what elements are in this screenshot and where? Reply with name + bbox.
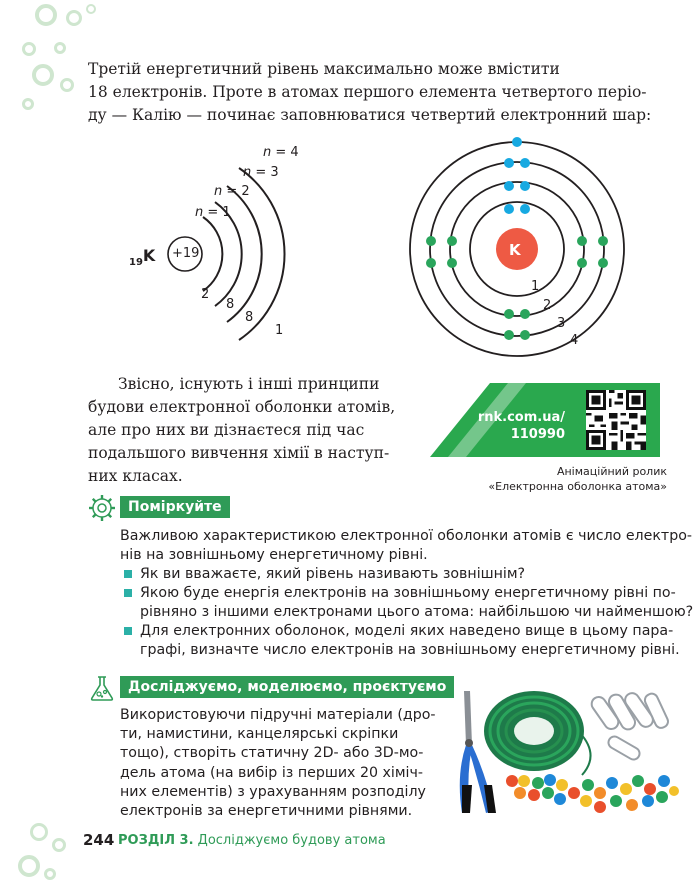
electron bbox=[426, 258, 436, 268]
electron bbox=[504, 158, 514, 168]
electron bbox=[447, 258, 457, 268]
ring-label-3: 3 bbox=[557, 316, 566, 331]
text-line: Третій енергетичний рівень максимально може вмістити bbox=[88, 60, 560, 78]
electron bbox=[577, 258, 587, 268]
flask-icon bbox=[88, 674, 116, 702]
shell-diagram bbox=[110, 140, 350, 350]
materials-illustration bbox=[450, 685, 685, 820]
orbit-nucleus-symbol: K bbox=[509, 241, 521, 259]
question-item bbox=[140, 565, 525, 584]
text-line: але про них ви дізнаєтеся під час bbox=[88, 421, 365, 439]
decor-circle bbox=[35, 4, 57, 26]
electron bbox=[504, 181, 514, 191]
text-line: Звісно, існують і інші принципи bbox=[118, 375, 380, 393]
question-item bbox=[140, 584, 693, 622]
level-label-1: n = 1 bbox=[195, 205, 231, 220]
electron-count-2: 8 bbox=[226, 297, 235, 312]
text-line: Важливою характеристикою електронної оболонки атомів є число електро- bbox=[120, 528, 692, 544]
research-section-title: Досліджуємо, моделюємо, проєктуємо bbox=[120, 676, 454, 698]
think-intro bbox=[120, 527, 692, 565]
text-line: рівняно з іншими електронами цього атома: найбільшою чи найменшою? bbox=[140, 604, 694, 620]
decor-circle bbox=[30, 823, 48, 841]
caption-line: «Електронна оболонка атома» bbox=[488, 480, 667, 493]
text-line: Як ви вважаєте, який рівень називають зовнішнім? bbox=[140, 566, 526, 582]
electron-count-3: 8 bbox=[245, 310, 254, 325]
paper-clips-image bbox=[589, 690, 670, 761]
text-line: тощо), створіть статичну 2D- або 3D-мо- bbox=[120, 745, 424, 762]
text-line: будови електронної оболонки атомів, bbox=[88, 398, 396, 416]
level-label-4: n = 4 bbox=[263, 145, 299, 160]
nucleus-charge: +19 bbox=[172, 246, 200, 261]
gear-icon bbox=[88, 494, 116, 522]
electron bbox=[426, 236, 436, 246]
electron bbox=[520, 330, 530, 340]
decor-circle bbox=[52, 838, 66, 852]
electron bbox=[577, 236, 587, 246]
footer-section-label: РОЗДІЛ 3. bbox=[118, 833, 194, 848]
question-item bbox=[140, 622, 680, 660]
decor-circle bbox=[66, 10, 82, 26]
beads-image bbox=[506, 774, 679, 813]
ring-label-4: 4 bbox=[570, 333, 579, 348]
text-line: електронів за енергетичними рівнями. bbox=[120, 803, 413, 820]
banner-caption bbox=[488, 464, 667, 494]
electron bbox=[447, 236, 457, 246]
electron bbox=[504, 330, 514, 340]
ring-label-2: 2 bbox=[543, 298, 552, 313]
decor-circle bbox=[32, 64, 54, 86]
banner-text bbox=[478, 409, 565, 443]
caption-line: Анімаційний ролик bbox=[556, 465, 667, 478]
video-link-banner[interactable] bbox=[430, 383, 660, 457]
decor-circle bbox=[86, 4, 96, 14]
level-label-2: n = 2 bbox=[214, 184, 250, 199]
banner-site: rnk.com.ua/ bbox=[477, 410, 565, 425]
text-line: подальшого вивчення хімії в наступ- bbox=[88, 444, 390, 462]
text-line: 18 електронів. Проте в атомах першого елемента четвертого періо- bbox=[88, 83, 647, 101]
electron bbox=[504, 309, 514, 319]
electron bbox=[520, 309, 530, 319]
electron bbox=[598, 236, 608, 246]
principles-paragraph bbox=[88, 373, 413, 488]
text-line: дель атома (на вибір із перших 20 хіміч- bbox=[120, 764, 423, 781]
text-line: нів на зовнішньому енергетичному рівні. bbox=[120, 547, 428, 563]
electron bbox=[512, 137, 522, 147]
footer-section bbox=[118, 833, 386, 848]
bullet-square bbox=[124, 589, 132, 597]
qr-code-icon bbox=[586, 390, 646, 450]
decor-circle bbox=[22, 98, 34, 110]
page-number: 244 bbox=[83, 831, 115, 849]
decor-circle bbox=[54, 42, 66, 54]
wire-coil-image bbox=[484, 691, 591, 775]
decor-circle bbox=[22, 42, 36, 56]
banner-code: 110990 bbox=[510, 427, 565, 442]
intro-paragraph bbox=[88, 58, 660, 127]
text-line: Для електронних оболонок, моделі яких наведено вище в цьому пара- bbox=[140, 623, 674, 639]
text-line: них класах. bbox=[88, 467, 183, 485]
text-line: Якою буде енергія електронів на зовнішньому енергетичному рівні по- bbox=[140, 585, 676, 601]
electron bbox=[520, 181, 530, 191]
electron-count-4: 1 bbox=[275, 323, 284, 338]
level-label-3: n = 3 bbox=[243, 165, 279, 180]
footer-section-title: Досліджуємо будову атома bbox=[193, 833, 386, 848]
bullet-square bbox=[124, 570, 132, 578]
think-section-title: Поміркуйте bbox=[120, 496, 230, 518]
decor-circle bbox=[60, 78, 74, 92]
bullet-square bbox=[124, 627, 132, 635]
shell-arc-1 bbox=[203, 217, 222, 291]
electron-count-1: 2 bbox=[201, 287, 210, 302]
electron bbox=[520, 204, 530, 214]
electron bbox=[504, 204, 514, 214]
research-text bbox=[120, 706, 436, 821]
ring-label-1: 1 bbox=[531, 279, 540, 294]
electron bbox=[520, 158, 530, 168]
text-line: графі, визначте число електронів на зовнішньому енергетичному рівні. bbox=[140, 642, 680, 658]
pliers-image bbox=[460, 691, 496, 813]
text-line: ду — Калію — починає заповнюватися четвертий електронний шар: bbox=[88, 106, 652, 124]
electron bbox=[598, 258, 608, 268]
text-line: ти, намистини, канцелярські скріпки bbox=[120, 726, 399, 743]
text-line: Використовуючи підручні матеріали (дро- bbox=[120, 707, 436, 723]
decor-circle bbox=[18, 855, 40, 877]
text-line: них елементів) з урахуванням розподілу bbox=[120, 783, 426, 800]
element-label: $_{19}$K bbox=[129, 246, 156, 269]
decor-circle bbox=[44, 868, 56, 880]
